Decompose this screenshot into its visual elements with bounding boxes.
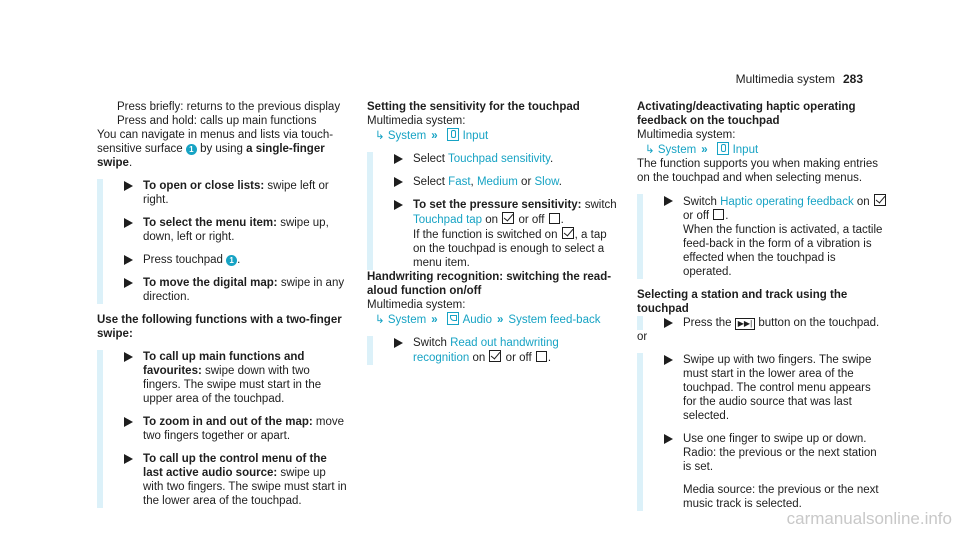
- checkbox-checked-icon: [502, 212, 514, 224]
- checkbox-checked-icon: [874, 194, 886, 206]
- step-arrow-icon: [124, 255, 133, 265]
- step-open-close-lists: To open or close lists: swipe left or right.: [117, 179, 347, 207]
- step-select-sensitivity: Select Touchpad sensitivity.: [387, 152, 617, 166]
- press-brief: Press brieﬂy: returns to the previous display: [117, 101, 341, 113]
- two-finger-heading: Use the following functions with a two-finger swipe:: [97, 314, 342, 340]
- step-read-out: Switch Read out handwriting recognition on or off .: [387, 336, 617, 365]
- steps-block-6: [637, 316, 887, 330]
- step-control-menu: To call up the control menu of the last active audio source: swipe up with two fingers. The swipe must start in the lower area of the touchpad.: [117, 452, 347, 508]
- press-hold: Press and hold: calls up main functions: [117, 115, 317, 127]
- step-arrow-icon: [664, 434, 673, 444]
- step-press-skip: Press the ▶▶| button on the touchpad.: [657, 316, 887, 330]
- step-main-functions: To call up main functions and favourites: swipe down with two fingers. The swipe must start in the upper area of the touchpad.: [117, 350, 347, 406]
- step-swipe-two: Swipe up with two fingers. The swipe must start in the lower area of the touchpad. The control menu appears for the audio source that was last selected.: [657, 353, 887, 423]
- system-label-3: Multimedia system:: [637, 129, 736, 141]
- step-arrow-icon: [124, 417, 133, 427]
- step-arrow-icon: [664, 355, 673, 365]
- steps-block-3: [367, 152, 617, 270]
- column-3: [637, 100, 887, 511]
- step-arrow-icon: [124, 352, 133, 362]
- watermark: carmanualsonline.info: [786, 509, 952, 528]
- step-arrow-icon: [664, 318, 673, 328]
- or-separator: or: [637, 331, 648, 343]
- column-1: [97, 100, 347, 508]
- haptic-heading: Activating/deactivating haptic operating feedback on the touchpad: [637, 101, 856, 127]
- step-select-speed: Select Fast, Medium or Slow.: [387, 175, 617, 189]
- intro-paragraph: You can navigate in menus and lists via touch-sensitive surface 1 by using a single-finger swipe.: [97, 129, 334, 169]
- step-select-menu: To select the menu item: swipe up, down, left or right.: [117, 216, 347, 244]
- station-heading: Selecting a station and track using the touchpad: [637, 289, 848, 315]
- menu-path: ↳ System » Input: [375, 130, 489, 142]
- step-zoom-map: To zoom in and out of the map: move two fingers together or apart.: [117, 415, 347, 443]
- step-arrow-icon: [124, 454, 133, 464]
- audio-icon: [447, 312, 459, 325]
- touchpad-icon: [447, 128, 459, 141]
- checkbox-checked-icon: [489, 350, 501, 362]
- step-arrow-icon: [394, 154, 403, 164]
- steps-block-7: [637, 353, 887, 511]
- step-move-map: To move the digital map: swipe in any direction.: [117, 276, 347, 304]
- callout-badge-icon: 1: [186, 144, 197, 155]
- page-number: 283: [842, 72, 863, 86]
- steps-block-1: [97, 179, 347, 304]
- column-2: [367, 100, 617, 365]
- step-arrow-icon: [664, 196, 673, 206]
- menu-path-2: ↳ System » Audio » System feed-back: [375, 314, 601, 326]
- steps-block-2: [97, 350, 347, 508]
- haptic-description: The function supports you when making entries on the touchpad and when selecting menus.: [637, 158, 878, 184]
- media-note: Media source: the previous or the next music track is selected.: [683, 484, 879, 510]
- steps-block-5: [637, 194, 887, 279]
- step-arrow-icon: [394, 200, 403, 210]
- header-title: Multimedia system: [735, 72, 835, 86]
- step-arrow-icon: [394, 177, 403, 187]
- step-arrow-icon: [124, 181, 133, 191]
- touchpad-icon: [717, 142, 729, 155]
- system-label: Multimedia system:: [367, 115, 466, 127]
- callout-badge-icon: 1: [226, 255, 237, 266]
- step-pressure: To set the pressure sensitivity: switch Touchpad tap on or off . If the function is switched on , a tap on the touchpad is enough to select a menu item.: [387, 198, 617, 270]
- checkbox-empty-icon: [549, 213, 560, 224]
- step-press-touchpad: Press touchpad 1 .: [117, 253, 347, 267]
- step-haptic-switch: Switch Haptic operating feedback on or off . When the function is activated, a tactile feed-back in the form of a vibration is effected when the touchpad is operated.: [657, 194, 887, 279]
- system-label-2: Multimedia system:: [367, 299, 466, 311]
- steps-block-4: [367, 336, 617, 365]
- handwriting-heading: Handwriting recognition: switching the read-aloud function on/off: [367, 271, 612, 297]
- checkbox-empty-icon: [536, 351, 547, 362]
- checkbox-empty-icon: [713, 209, 724, 220]
- step-arrow-icon: [394, 338, 403, 348]
- step-arrow-icon: [124, 278, 133, 288]
- page-header: [736, 72, 863, 86]
- menu-path-3: ↳ System » Input: [645, 144, 759, 156]
- step-arrow-icon: [124, 218, 133, 228]
- checkbox-checked-icon: [562, 227, 574, 239]
- skip-forward-icon: ▶▶|: [735, 318, 755, 330]
- step-swipe-one: Use one finger to swipe up or down. Radio: the previous or the next station is set.: [657, 432, 887, 474]
- sensitivity-heading: Setting the sensitivity for the touchpad: [367, 101, 580, 113]
